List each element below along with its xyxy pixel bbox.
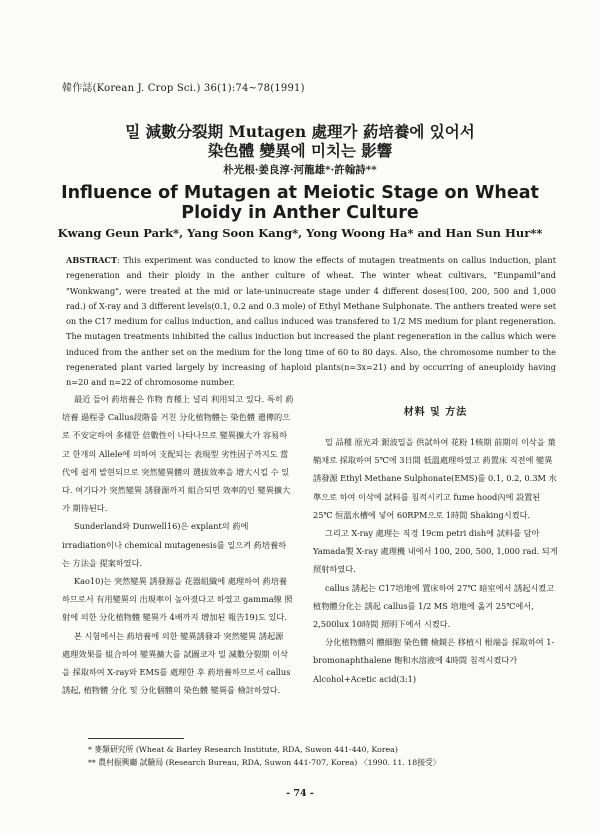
footnote-1: * 麥類研究所 (Wheat & Barley Research Institute, RDA, Suwon 441-440, Korea) [88,745,398,754]
abstract [66,253,556,391]
footnote-divider [88,738,184,739]
korean-authors: 朴光根·姜良淳·河龍雄*·許翰詩** [223,164,377,176]
abstract-label: ABSTRACT [66,255,118,265]
intro-paragraph-1: 最近 들어 葯培養은 作物 育種上 널리 利用되고 있다. 특히 葯培養 過程중 Callus段階를 거친 分化植物體는 染色體 遺傳的으로 不安定하여 多樣한 倍數性이 나타나므로 變異擴大가 容易하고 한개의 Allele에 의하여 支配되는 表現型 劣性因子까지도 當代에 쉽게 발현되므로 突然變異體의 選拔效率을 增大시킬 수 있다. 여기다가 突然變異 誘發源까지 組合되면 效率的인 變異擴大가 期待된다. [62,394,294,514]
korean-title-line-1: 밀 減數分裂期 Mutagen 處理가 葯培養에 있어서 [125,122,475,141]
intro-paragraph-2: Sunderland와 Dunwell16)은 explant의 葯에 irradiation이나 chemical mutagenesis를 일으켜 葯培養하는 方法을 提案하였다. [62,521,287,568]
methods-paragraph-2: 그리고 X-ray 處理는 직경 19cm petri dish에 試料를 담아 Yamada製 X-ray 處理機 내에서 100, 200, 500, 1,000 rad. 되게 照射하였다. [313,528,558,575]
korean-title-line-2: 染色體 變異에 미치는 影響 [207,141,393,160]
english-title-line-1: Influence of Mutagen at Meiotic Stage on Wheat [61,183,539,203]
english-title-line-2: Ploidy in Anther Culture [181,203,419,223]
methods-heading: 材料 및 方法 [403,407,468,418]
intro-paragraph-4: 본 시험에서는 葯培養에 의한 變異誘發과 突然變異 誘起源 處理效果를 組合하여 變異擴大를 試圖코자 밀 減數分裂期 이삭을 採取하여 X-ray와 EMS를 處理한 후 葯培養하므로서 callus 誘起, 植物體 分化 및 分化個體의 染色體 變異를 檢討하였다. [62,630,291,696]
footnote-2: ** 農村振興廳 試驗局 (Research Bureau, RDA, Suwon 441-707, Korea) 〈1990. 11. 18接受〉 [88,758,441,767]
methods-paragraph-3: callus 誘起는 C17培地에 置床하여 27℃ 暗室에서 誘起시켰고 植物體分化는 誘起 callus를 1/2 MS 培地에 옮겨 25℃에서, 2,500lux 10時間 照明下에서 시켰다. [313,582,555,630]
introduction-column [62,390,294,699]
page-number: - 74 - [286,788,314,799]
abstract-text: : This experiment was conducted to know the effects of mutagen treatments on callus induction, plant regeneration and their ploidy in the anther culture of wheat. The winter wheat cultivars, "Eunpamil"and "Wonkwang", were treated at the mid or late-uninucreate stage under 4 different doses(100, 200, 500 and 1,000 rad.) of X-ray and 3 different levels(0.1, 0.2 and 0.3 mole) of Ethyl Methane Sulphonate. The anthers treated were set on the C17 medium for callus induction, and callus induced was transfered to 1/2 MS medium for plant regeneration. The mutagen treatments inhibited the callus induction but increased the plant regeneration in the callus which were induced from the anther set on the medium for the long time of 60 to 80 days. Also, the chromosome number to the regenerated plant varied largely by increasing of haploid plants(n=3x=21) and by occurring of aneuploidy having n=20 and n=22 of chromosome number. [66,255,556,388]
english-authors: Kwang Geun Park*, Yang Soon Kang*, Yong Woong Ha* and Han Sun Hur** [57,226,543,240]
methods-paragraph-4: 分化植物體의 體細胞 染色體 檢鏡은 移植시 根端을 採取하여 1-bromonaphthalene 飽和水溶液에 4時間 침적시켰다가 Alcohol+Acetic acid(3:1) [313,637,555,684]
intro-paragraph-3: Kao10)는 突然變異 誘發源을 花器組織에 處理하여 葯培養하므로서 有用變異의 出現率이 높아졌다고 하였고 gamma線 照射에 의한 分化植物體 變異가 4배까지 增加된 報告19)도 있다. [62,576,293,623]
methods-paragraph-1: 밀 品種 原光과 銀波밀을 供試하여 花粉 1核期 前期의 이삭을 葉鞘채로 採取하여 5℃에 3日間 低溫處理하였고 葯置床 직전에 變異誘發源 Ethyl Methane Sulphonate(EMS)를 0.1, 0.2, 0.3M 水準으로 하여 이삭에 試料를 침적시키고 fume hood內에 設置된 25℃ 恒溫水槽에 넣어 60RPM으로 1時間 Shaking시켰다. [313,437,557,520]
methods-column [313,433,558,688]
journal-reference: 韓作誌(Korean J. Crop Sci.) 36(1):74~78(1991) [62,83,305,94]
